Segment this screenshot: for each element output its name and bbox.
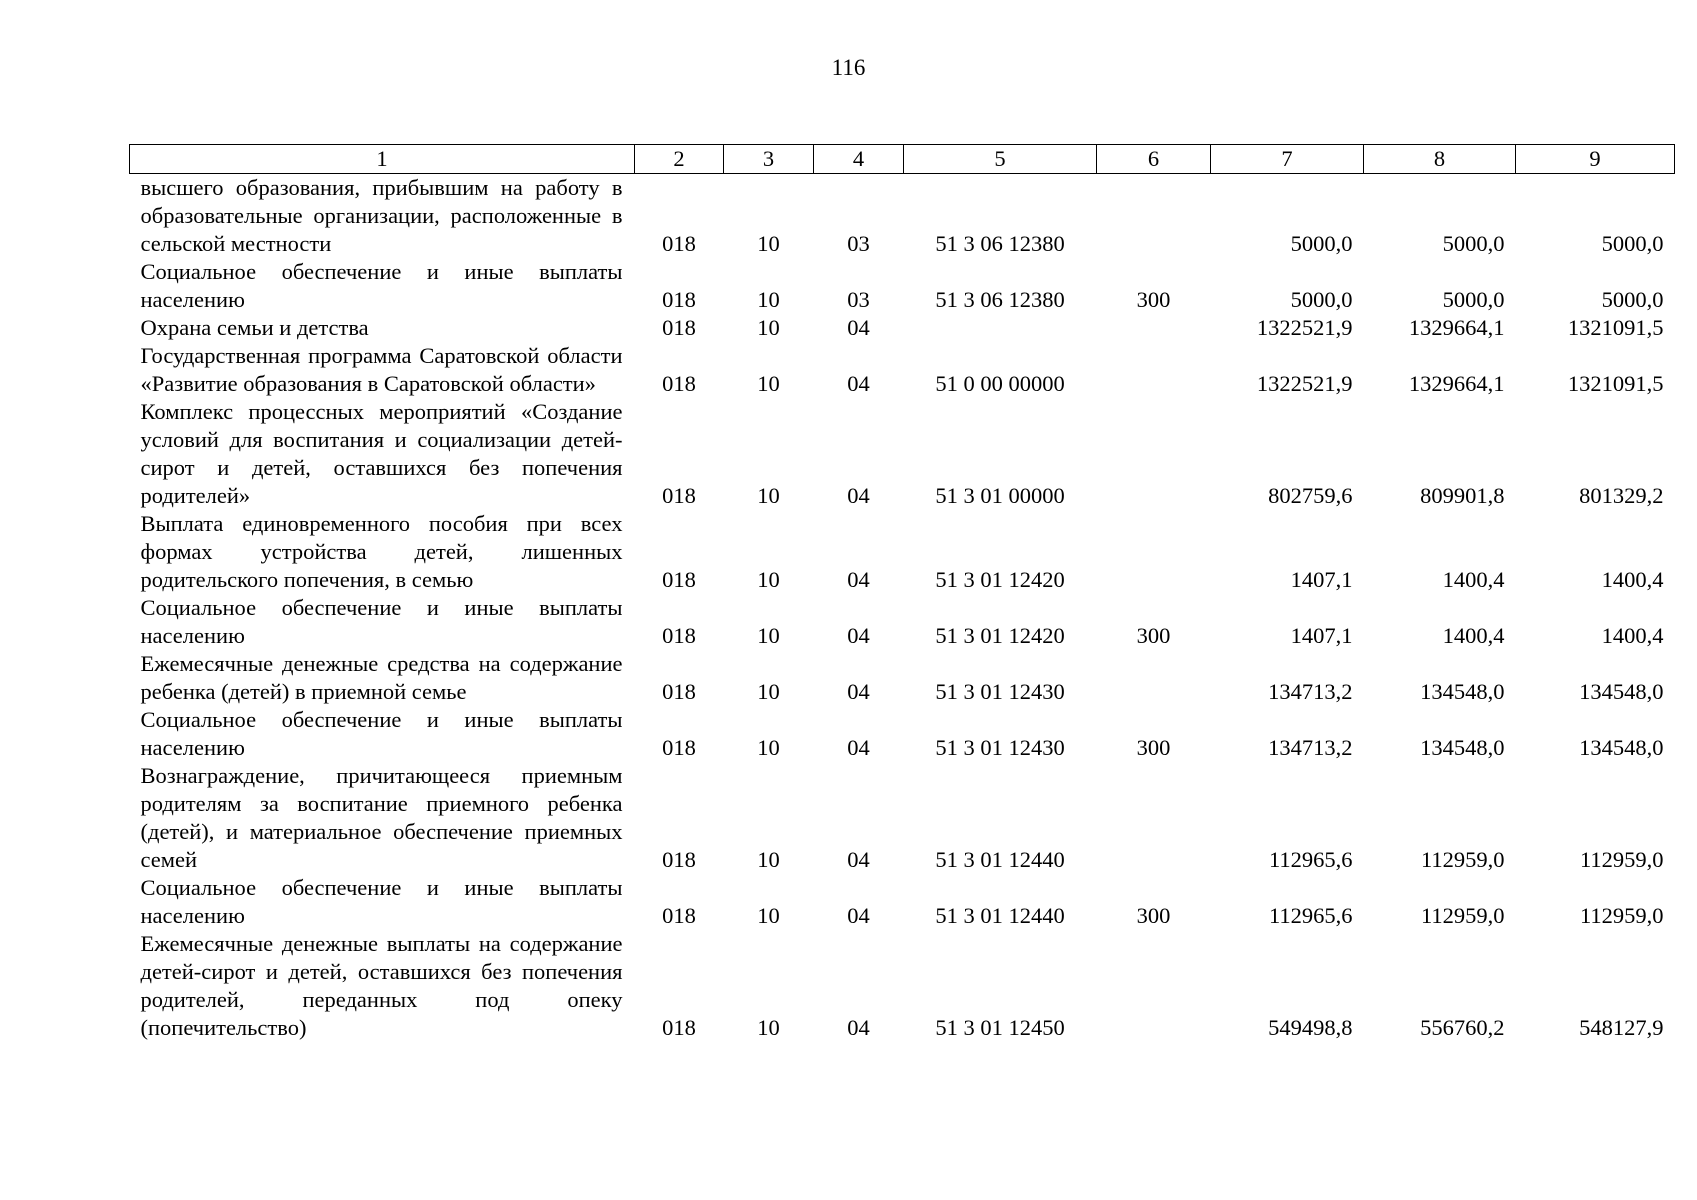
amount-year3-cell: 112959,0 [1579,847,1664,872]
column-header: 8 [1364,145,1516,174]
expense-type-cell: 300 [1136,735,1171,760]
subsection-code-cell: 04 [847,483,870,508]
section-code-cell: 10 [757,847,780,872]
grbs-code-cell: 018 [662,287,696,312]
amount-year3-cell: 134548,0 [1579,735,1664,760]
column-header: 3 [724,145,814,174]
target-article-cell: 51 3 01 00000 [935,483,1065,508]
expense-type-cell [1097,650,1211,706]
subsection-code-cell: 04 [847,903,870,928]
section-code-cell: 10 [757,735,780,760]
amount-year3-cell: 801329,2 [1579,483,1664,508]
row-name-cell: Социальное обеспечение и иные выплаты населению [140,595,623,648]
column-header: 4 [814,145,904,174]
grbs-code-cell: 018 [662,567,696,592]
row-name-cell: Социальное обеспечение и иные выплаты населению [140,707,623,760]
amount-year1-cell: 1407,1 [1290,567,1353,592]
target-article-cell: 51 3 01 12450 [935,1015,1065,1040]
amount-year2-cell: 809901,8 [1420,483,1505,508]
target-article-cell: 51 3 06 12380 [935,231,1065,256]
expense-type-cell [1097,174,1211,259]
table-row [130,874,1675,930]
subsection-code-cell: 04 [847,623,870,648]
amount-year3-cell: 134548,0 [1579,679,1664,704]
expense-type-cell [1097,762,1211,874]
row-name-cell: Социальное обеспечение и иные выплаты населению [140,875,623,928]
subsection-code-cell: 04 [847,567,870,592]
column-header: 6 [1097,145,1211,174]
section-code-cell: 10 [757,287,780,312]
table-row [130,706,1675,762]
subsection-code-cell: 03 [847,231,870,256]
expense-type-cell: 300 [1136,623,1171,648]
amount-year3-cell: 1400,4 [1601,623,1664,648]
amount-year2-cell: 134548,0 [1420,735,1505,760]
target-article-cell: 51 3 01 12420 [935,623,1065,648]
column-header: 2 [635,145,724,174]
grbs-code-cell: 018 [662,1015,696,1040]
amount-year3-cell: 1321091,5 [1567,315,1664,340]
section-code-cell: 10 [757,679,780,704]
table-row [130,594,1675,650]
grbs-code-cell: 018 [662,231,696,256]
expense-type-cell [1097,314,1211,342]
section-code-cell: 10 [757,371,780,396]
amount-year1-cell: 112965,6 [1268,903,1353,928]
amount-year2-cell: 1329664,1 [1408,371,1505,396]
table-row [130,762,1675,874]
amount-year1-cell: 5000,0 [1290,231,1353,256]
table-row [130,398,1675,510]
grbs-code-cell: 018 [662,847,696,872]
target-article-cell: 51 3 01 12430 [935,735,1065,760]
row-name-cell: Социальное обеспечение и иные выплаты населению [140,259,623,312]
row-name-cell: Ежемесячные денежные средства на содержание ребенка (детей) в приемной семье [140,651,623,704]
section-code-cell: 10 [757,567,780,592]
target-article-cell: 51 3 01 12420 [935,567,1065,592]
expense-type-cell: 300 [1136,287,1171,312]
table-header-row [130,145,1675,174]
amount-year1-cell: 112965,6 [1268,847,1353,872]
table-row [130,510,1675,594]
grbs-code-cell: 018 [662,483,696,508]
expense-type-cell [1097,342,1211,398]
section-code-cell: 10 [757,1015,780,1040]
target-article-cell: 51 3 01 12440 [935,903,1065,928]
amount-year2-cell: 112959,0 [1420,903,1505,928]
amount-year3-cell: 1400,4 [1601,567,1664,592]
amount-year3-cell: 548127,9 [1579,1015,1664,1040]
amount-year2-cell: 5000,0 [1442,287,1505,312]
grbs-code-cell: 018 [662,903,696,928]
table-body [130,174,1675,1043]
subsection-code-cell: 04 [847,847,870,872]
amount-year3-cell: 5000,0 [1601,287,1664,312]
amount-year1-cell: 549498,8 [1268,1015,1353,1040]
row-name-cell: Вознаграждение, причитающееся приемным родителям за воспитание приемного ребенка (детей), и материальное обеспечение приемных семей [140,763,623,872]
subsection-code-cell: 04 [847,315,870,340]
section-code-cell: 10 [757,315,780,340]
column-header: 7 [1211,145,1364,174]
budget-table [129,144,1675,1042]
row-name-cell: Охрана семьи и детства [140,315,369,340]
table-row [130,174,1675,259]
amount-year2-cell: 1329664,1 [1408,315,1505,340]
row-name-cell: Государственная программа Саратовской области «Развитие образования в Саратовской области» [140,343,623,396]
row-name-cell: Комплекс процессных мероприятий «Создание условий для воспитания и социализации детей-сирот и детей, оставшихся без попечения родителей» [140,399,623,508]
subsection-code-cell: 04 [847,735,870,760]
amount-year1-cell: 802759,6 [1268,483,1353,508]
grbs-code-cell: 018 [662,371,696,396]
expense-type-cell [1097,510,1211,594]
target-article-cell: 51 3 01 12440 [935,847,1065,872]
table-row [130,650,1675,706]
expense-type-cell [1097,398,1211,510]
amount-year1-cell: 1407,1 [1290,623,1353,648]
grbs-code-cell: 018 [662,735,696,760]
subsection-code-cell: 03 [847,287,870,312]
table-row [130,342,1675,398]
subsection-code-cell: 04 [847,679,870,704]
grbs-code-cell: 018 [662,679,696,704]
amount-year1-cell: 134713,2 [1268,735,1353,760]
section-code-cell: 10 [757,483,780,508]
amount-year2-cell: 134548,0 [1420,679,1505,704]
column-header: 5 [904,145,1097,174]
amount-year1-cell: 1322521,9 [1256,315,1353,340]
subsection-code-cell: 04 [847,1015,870,1040]
section-code-cell: 10 [757,903,780,928]
target-article-cell: 51 3 01 12430 [935,679,1065,704]
target-article-cell [904,314,1097,342]
column-header: 1 [130,145,635,174]
row-name-cell: высшего образования, прибывшим на работу в образовательные организации, расположенные в сельской местности [140,175,623,256]
amount-year2-cell: 556760,2 [1420,1015,1505,1040]
amount-year1-cell: 1322521,9 [1256,371,1353,396]
expense-type-cell: 300 [1136,903,1171,928]
page-number: 116 [831,55,866,80]
target-article-cell: 51 3 06 12380 [935,287,1065,312]
table-row [130,930,1675,1042]
section-code-cell: 10 [757,623,780,648]
table-row [130,314,1675,342]
amount-year2-cell: 112959,0 [1420,847,1505,872]
amount-year2-cell: 1400,4 [1442,623,1505,648]
amount-year1-cell: 5000,0 [1290,287,1353,312]
amount-year2-cell: 1400,4 [1442,567,1505,592]
row-name-cell: Выплата единовременного пособия при всех формах устройства детей, лишенных родительского попечения, в семью [140,511,623,592]
grbs-code-cell: 018 [662,315,696,340]
amount-year1-cell: 134713,2 [1268,679,1353,704]
table-row [130,258,1675,314]
grbs-code-cell: 018 [662,623,696,648]
amount-year3-cell: 1321091,5 [1567,371,1664,396]
target-article-cell: 51 0 00 00000 [935,371,1065,396]
subsection-code-cell: 04 [847,371,870,396]
row-name-cell: Ежемесячные денежные выплаты на содержание детей-сирот и детей, оставшихся без попечения родителей, переданных под опеку (попечительство) [140,931,623,1040]
amount-year2-cell: 5000,0 [1442,231,1505,256]
section-code-cell: 10 [757,231,780,256]
column-header: 9 [1516,145,1675,174]
amount-year3-cell: 5000,0 [1601,231,1664,256]
expense-type-cell [1097,930,1211,1042]
amount-year3-cell: 112959,0 [1579,903,1664,928]
